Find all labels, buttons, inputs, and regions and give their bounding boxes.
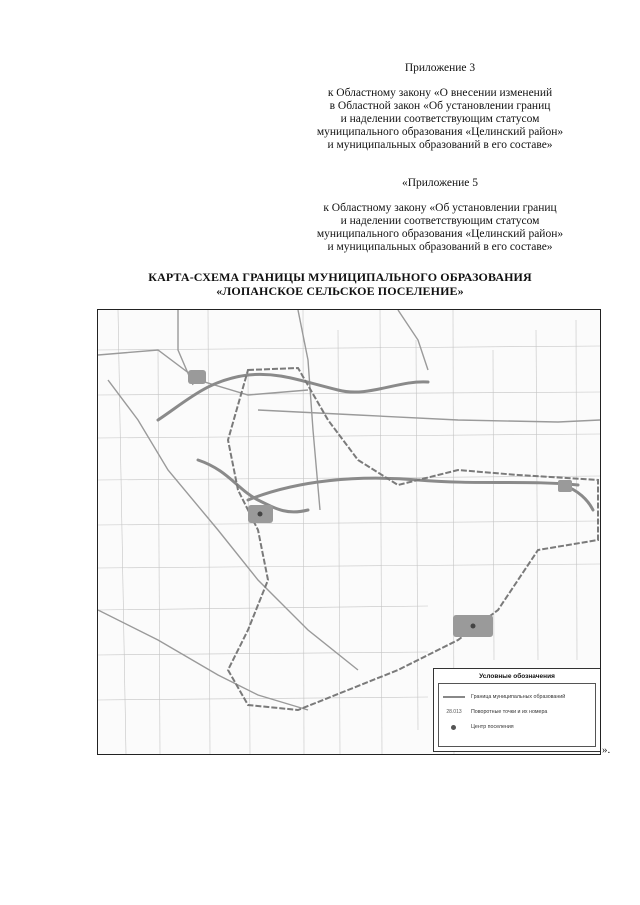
appendix-3-line: к Областному закону «О внесении изменений	[327, 87, 553, 99]
map-legend	[433, 668, 601, 752]
legend-title: Условные обозначения	[479, 673, 555, 680]
roads	[98, 310, 600, 710]
map-title-line-1: КАРТА-СХЕМА ГРАНИЦЫ МУНИЦИПАЛЬНОГО ОБРАЗОВАНИЯ	[148, 270, 532, 284]
settlement-center-dots	[258, 512, 476, 629]
legend-item-label: Поворотные точки и их номера	[471, 709, 548, 715]
boundary-line-symbol	[443, 696, 465, 698]
legend-item-turning-points	[443, 709, 547, 715]
appendix-3-header	[280, 62, 600, 152]
appendix-5-line: к Областному закону «Об установлении границ	[323, 202, 557, 214]
appendix-5-line: и наделении соответствующим статусом	[340, 215, 540, 227]
appendix-3-title: Приложение 3	[404, 62, 476, 74]
legend-item-boundary	[443, 694, 565, 700]
appendix-3-line: и муниципальных образований в его составе»	[327, 139, 553, 151]
appendix-3-line: муниципального образования «Целинский район»	[316, 126, 564, 138]
legend-item-label: Граница муниципальных образований	[471, 694, 566, 700]
appendix-5-title: «Приложение 5	[401, 177, 479, 189]
map-title	[80, 270, 600, 298]
map-title-line-2: «ЛОПАНСКОЕ СЕЛЬСКОЕ ПОСЕЛЕНИЕ»	[216, 284, 464, 298]
legend-item-settlement-center	[443, 724, 514, 730]
appendix-5-line: и муниципальных образований в его составе»	[327, 241, 553, 253]
legend-item-label: Центр поселения	[471, 724, 514, 730]
boundary-map	[97, 309, 601, 755]
appendix-3-line: в Областной закон «Об установлении границ	[329, 100, 551, 112]
turning-point-code-symbol: 28.013	[446, 709, 462, 715]
river	[158, 374, 593, 512]
appendix-5-line: муниципального образования «Целинский район»	[316, 228, 564, 240]
appendix-5-header	[280, 177, 600, 254]
settlement-center-dot-icon	[451, 725, 456, 730]
appendix-3-line: и наделении соответствующим статусом	[340, 113, 540, 125]
closing-quote: ».	[602, 744, 611, 756]
legend-box	[438, 683, 596, 747]
municipal-boundary	[228, 368, 598, 710]
